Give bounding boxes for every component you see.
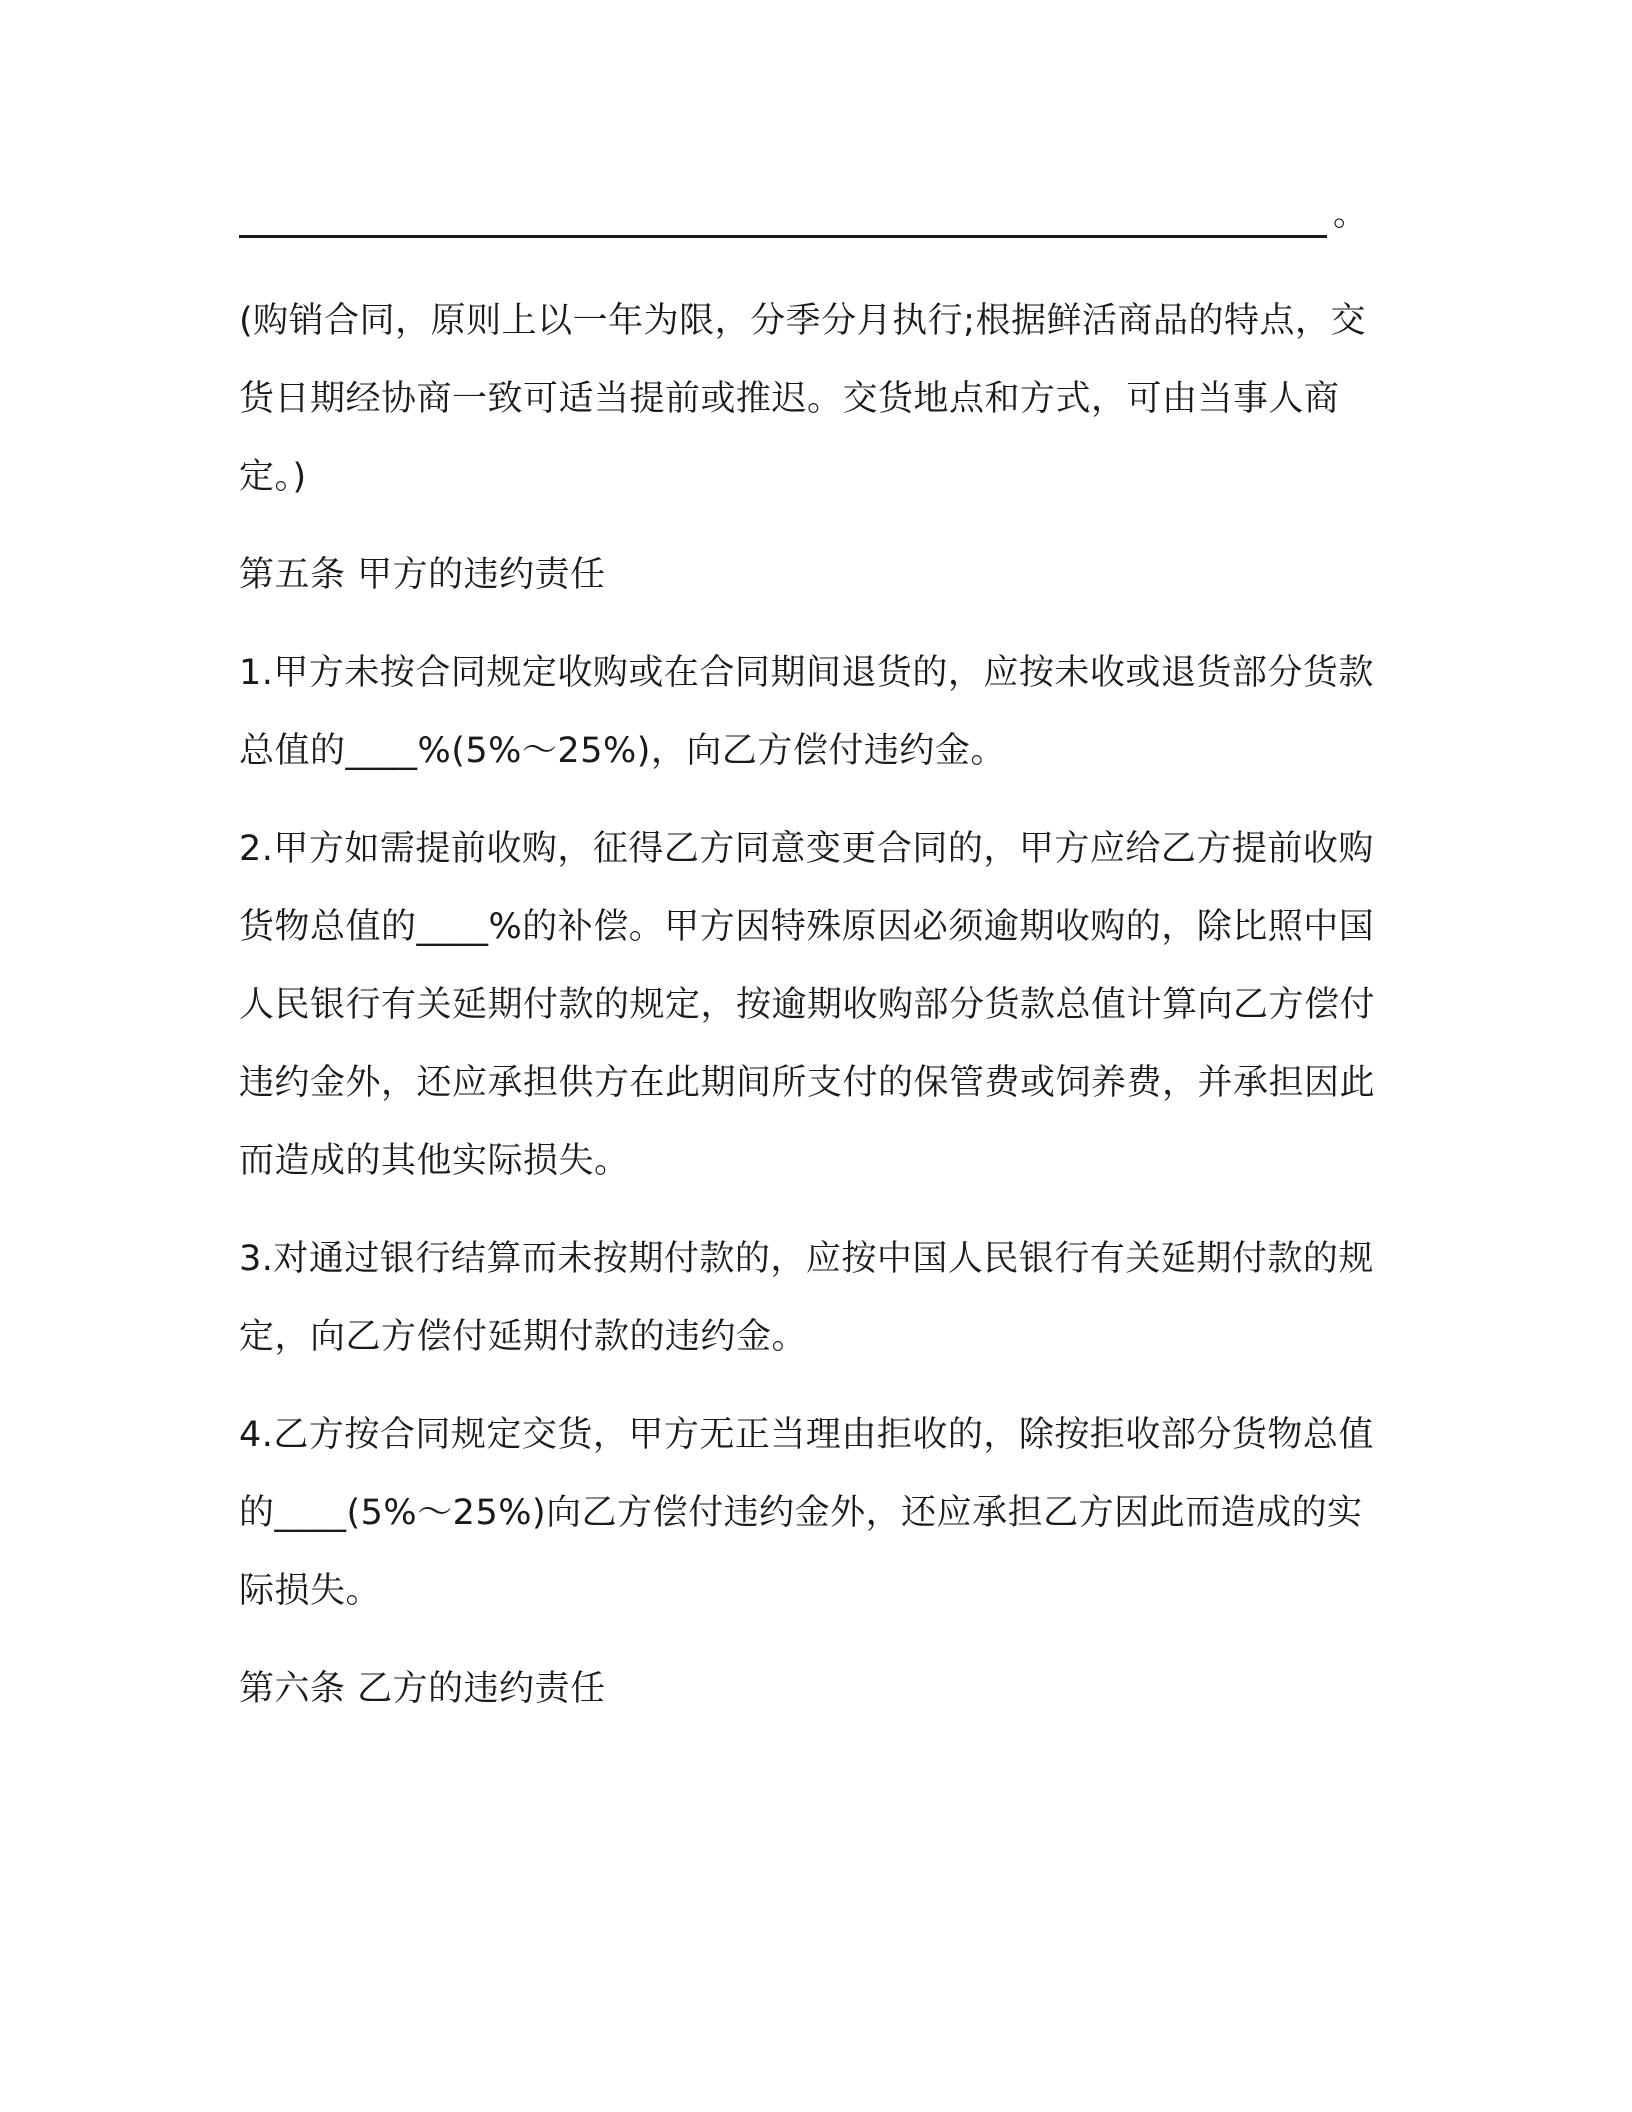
note-paragraph: (购销合同，原则上以一年为限，分季分月执行;根据鲜活商品的特点，交货日期经协商一致可适当提前或推迟。交货地点和方式，可由当事人商定。) <box>239 301 1366 497</box>
section-5-item-4: 4.乙方按合同规定交货，甲方无正当理由拒收的，除按拒收部分货物总值的____(5%～25%)向乙方偿付违约金外，还应承担乙方因此而造成的实际损失。 <box>239 1415 1374 1611</box>
section-5-item-3: 3.对通过银行结算而未按期付款的，应按中国人民银行有关延期付款的规定，向乙方偿付延期付款的违约金。 <box>239 1239 1374 1357</box>
fill-in-blank-line <box>239 190 1389 238</box>
blank-underline <box>239 196 1327 238</box>
document-body <box>239 190 1389 1748</box>
section-5-item-1: 1.甲方未按合同规定收购或在合同期间退货的，应按未收或退货部分货款总值的____%(5%～25%)，向乙方偿付违约金。 <box>239 653 1374 771</box>
section-5-item-2: 2.甲方如需提前收购，征得乙方同意变更合同的，甲方应给乙方提前收购货物总值的____%的补偿。甲方因特殊原因必须逾期收购的，除比照中国人民银行有关延期付款的规定，按逾期收购部分货款总值计算向乙方偿付违约金外，还应承担供方在此期间所支付的保管费或饲养费，并承担因此而造成的其他实际损失。 <box>239 829 1376 1181</box>
line-end-punctuation: 。 <box>1333 194 1367 234</box>
section-6-heading: 第六条 乙方的违约责任 <box>239 1669 606 1709</box>
section-5-heading: 第五条 甲方的违约责任 <box>239 555 606 595</box>
